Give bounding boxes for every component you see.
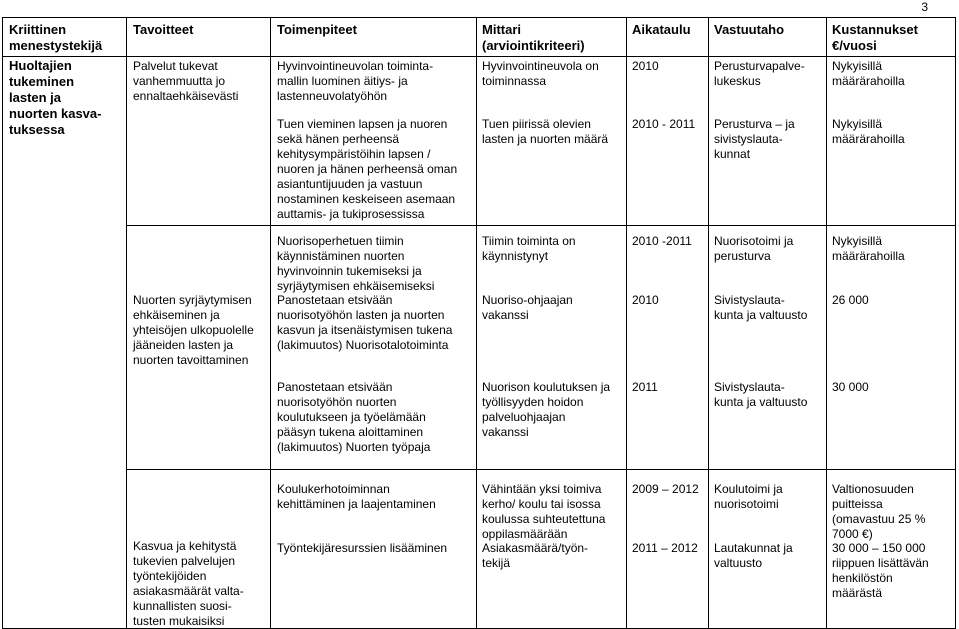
action-cell: Panostetaan etsivään nuorisotyöhön nuorten koulutukseen ja työelämään pääsyn tukena aloittaminen (lakimuutos) Nuorten työpaja <box>277 380 431 454</box>
cost-cell: 30 000 – 150 000 riippuen lisättävän henkilöstön määrästä <box>832 541 929 600</box>
table-border-top <box>2 17 956 18</box>
schedule-cell: 2009 – 2012 <box>632 482 699 496</box>
header-costs: Kustannukset €/vuosi <box>832 22 918 53</box>
critical-factor-cell: Huoltajien tukeminen lasten ja nuorten kasva- tuksessa <box>9 58 102 137</box>
indicator-cell: Asiakasmäärä/työn- tekijä <box>482 541 589 570</box>
action-cell: Tuen vieminen lapsen ja nuoren sekä hänen perheensä kehitysympäristöihin lapsen / nuoren ja hänen perheensä oman asiantuntijuuden ja vastuun nostaminen keskeiseen asemaan auttamis- ja tukiprosessissa <box>277 117 458 221</box>
responsible-cell: Sivistyslauta- kunta ja valtuusto <box>714 380 808 409</box>
action-cell: Nuorisoperhetuen tiimin käynnistäminen nuorten hyvinvoinnin tukemiseksi ja syrjäytymisen ehkäisemiseksi <box>277 234 435 293</box>
cost-cell: Nykyisillä määrärahoilla <box>832 59 905 88</box>
action-cell: Koulukerhotoiminnan kehittäminen ja laajentaminen <box>277 482 436 511</box>
schedule-cell: 2010 - 2011 <box>632 117 696 131</box>
schedule-cell: 2010 -2011 <box>632 234 692 248</box>
page-number: 3 <box>921 0 928 14</box>
schedule-cell: 2010 <box>632 59 659 73</box>
cost-cell: Valtionosuuden puitteissa (omavastuu 25 % 7000 €) <box>832 482 926 541</box>
header-divider <box>2 56 956 57</box>
indicator-cell: Hyvinvointineuvola on toiminnassa <box>482 59 599 88</box>
header-schedule: Aikataulu <box>632 22 691 37</box>
cost-cell: Nykyisillä määrärahoilla <box>832 117 905 146</box>
column-divider <box>826 17 827 629</box>
header-critical-factor: Kriittinen menestystekijä <box>9 22 103 53</box>
row-divider <box>126 225 956 226</box>
objective-cell: Nuorten syrjäytymisen ehkäiseminen ja yhteisöjen ulkopuolelle jääneiden lasten ja nuorten tavoittaminen <box>133 293 254 367</box>
objective-cell: Palvelut tukevat vanhemmuutta jo ennaltaehkäisevästi <box>133 59 239 103</box>
header-objectives: Tavoitteet <box>133 22 194 37</box>
indicator-cell: Nuorison koulutuksen ja työllisyyden hoidon palveluohjaajan vakanssi <box>482 380 611 439</box>
header-actions: Toimenpiteet <box>277 22 357 37</box>
action-cell: Työntekijäresurssien lisääminen <box>277 541 448 555</box>
responsible-cell: Lautakunnat ja valtuusto <box>714 541 793 570</box>
cost-cell: 26 000 <box>832 293 869 307</box>
header-indicator: Mittari (arviointikriteeri) <box>482 22 585 53</box>
responsible-cell: Sivistyslauta- kunta ja valtuusto <box>714 293 808 322</box>
cost-cell: 30 000 <box>832 380 869 394</box>
header-responsible: Vastuutaho <box>714 22 785 37</box>
indicator-cell: Vähintään yksi toimiva kerho/ koulu tai isossa koulussa suhteutettuna oppilasmäärään <box>482 482 606 541</box>
objective-cell: Kasvua ja kehitystä tukevien palvelujen työntekijöiden asiakasmäärät valta- kunnallisten suosi- tusten mukaisiksi <box>133 539 244 628</box>
responsible-cell: Perusturvapalve- lukeskus <box>714 59 805 88</box>
responsible-cell: Nuorisotoimi ja perusturva <box>714 234 794 263</box>
column-divider <box>708 17 709 629</box>
schedule-cell: 2011 – 2012 <box>632 541 698 555</box>
column-divider <box>126 17 127 629</box>
table-border-left <box>2 17 3 629</box>
indicator-cell: Nuoriso-ohjaajan vakanssi <box>482 293 573 322</box>
schedule-cell: 2010 <box>632 293 659 307</box>
table-border-right <box>955 17 956 629</box>
schedule-cell: 2011 <box>632 380 658 394</box>
row-divider <box>126 469 956 470</box>
column-divider <box>476 17 477 629</box>
indicator-cell: Tuen piirissä olevien lasten ja nuorten määrä <box>482 117 609 146</box>
cost-cell: Nykyisillä määrärahoilla <box>832 234 905 263</box>
responsible-cell: Perusturva – ja sivistyslauta- kunnat <box>714 117 795 161</box>
column-divider <box>626 17 627 629</box>
action-cell: Hyvinvointineuvolan toiminta- mallin luominen äitiys- ja lastenneuvolatyöhön <box>277 59 434 103</box>
column-divider <box>270 17 271 629</box>
responsible-cell: Koulutoimi ja nuorisotoimi <box>714 482 783 511</box>
action-cell: Panostetaan etsivään nuorisotyöhön lasten ja nuorten kasvun ja itsenäistymisen tukena (lakimuutos) Nuorisotalotoiminta <box>277 293 453 352</box>
indicator-cell: Tiimin toiminta on käynnistynyt <box>482 234 576 263</box>
